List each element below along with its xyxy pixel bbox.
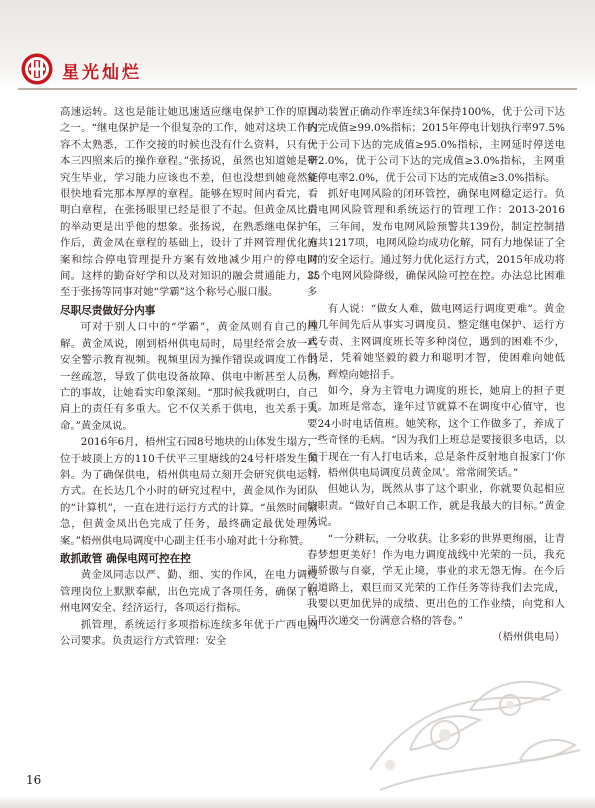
header-divider [18, 88, 577, 90]
right-column [307, 104, 565, 664]
body-paragraph: 有人说：“做女人难，做电网运行调度更难”。黄金凤几年间先后从事实习调度员、整定继电保护、运行方式专责、主网调度班长等多种岗位，遇到的困难不少，但是，凭着她坚毅的毅力和聪明才智，使困难向她低头，辉煌向她招手。 [307, 302, 565, 381]
body-paragraph: 2016年6月，梧州宝石园8号地块的山体发生塌方，位于坡顶上方的110千伏平三里塘线的24号杆塔发生倾斜。为了确保供电，梧州供电局立刻开会研究供电运行方式。在长达几个小时的研究过程中，黄金凤作为团队的“计算机”，一直在进行运行方式的计算。“虽然时间紧急，但黄金凤出色完成了任务，最终确定最优处理方案。”梧州供电局调度中心副主任韦小瑜对此十分称赞。 [60, 436, 318, 547]
section-heading: 尽职尽责做好分内事 [60, 304, 156, 317]
left-column [60, 104, 318, 764]
floral-ornament-icon [350, 650, 590, 800]
page-number: 16 [26, 773, 42, 787]
source-credit: （梧州供电局） [492, 631, 565, 643]
column-title: 星光灿烂 [62, 63, 142, 83]
body-paragraph: 黄金凤同志以严、勤、细、实的作风，在电力调度管理岗位上默默奉献，出色完成了各项任务，确保了梧州电网安全、经济运行，各项运行指标。 [60, 569, 318, 615]
body-paragraph: 但她认为，既然从事了这个职业，你就要负起相应的职责。“做好自己本职工作，就是我最大的目标。”黄金凤说。 [307, 483, 565, 529]
body-paragraph: 如今，身为主管电力调度的班长，她肩上的担子更重。加班是常态，逢年过节就算不在调度中心值守，也要24小时电话值班。她笑称，这个工作做多了，养成了一些奇怪的毛病。“因为我们上班总是要接很多电话，以至于现在一有人打电话来，总是条件反射地自报家门‘你好，梧州供电局调度员黄金凤’。常常闹笑话。” [307, 384, 565, 479]
body-paragraph: “一分耕耘，一分收获。让多彩的世界更绚丽，让青春梦想更美好！作为电力调度战线中光荣的一员，我充满骄傲与自豪，学无止境，事业的求无怨无悔。在今后的道路上，艰巨而又光荣的工作任务等待我们去完成，我要以更加优异的成绩、更出色的工作业绩，向党和人民再次递交一份满意合格的答卷。” [307, 532, 565, 627]
company-logo-icon [20, 52, 54, 86]
body-paragraph: 自动装置正确动作率连续3年保持100%，优于公司下达的完成值≥99.0%指标；2015年停电计划执行率97.5%优于公司下达的完成值≥95.0%指标，主网延时停送电率2.0%，优于公司下达的完成值≥3.0%指标，主网重复停电率2.0%，优于公司下达的完成值≥3.0%指标。 [307, 106, 565, 184]
body-paragraph: 抓管理，系统运行多项指标连续多年优于广西电网公司要求。负责运行方式管理：安全 [60, 618, 318, 647]
body-paragraph: 可对于别人口中的“学霸”，黄金凤则有自己的理解。黄金凤说，刚到梧州供电局时，局里经常会放一些安全警示教育视频。视频里因为操作错误或调度工作的一丝疏忽，导致了供电设备故障、供电中断甚至人员伤亡的事故，让她看实印象深刻。“那时候我就明白，自己肩上的责任有多重大。它不仅关系于供电，也关系于人命。”黄金凤说。 [60, 321, 318, 432]
section-heading: 敢抓敢管 确保电网可控在控 [60, 552, 191, 565]
body-paragraph: 高速运转。这也是能让她迅速适应继电保护工作的原因之一。“继电保护是一个很复杂的工作，她对这块工作内容不太熟悉，工作交接的时候也没有什么资料，只有一本三四照来后的操作章程。”张扬说，虽然也知道她是研究生毕业，学习能力应该也不差，但也没想到她竟然能很快地看完那本厚厚的章程。能够在短时间内看完，看明白章程，在张扬眼里已经是很了不起。但黄金凤比后的举动更是出乎他的想象。张扬说，在熟悉继电保护工作后，黄金凤在章程的基础上，设计了并网管理优化方案和综合停电管理提升方案有效地减少用户的停电时间。这样的勤奋好学和以及对知识的融会贯通能力，以至于张扬等同事对她“学霸”这个称号心服口服。 [60, 106, 318, 299]
footer-band [0, 795, 595, 808]
body-paragraph: 抓好电网风险的闭环管控，确保电网稳定运行。负责电网风险管理和系统运行的管理工作：2013-2016年，三年间，发布电网风险预警共139份，制定控制措施共1217项，电网风险均成功化解，同有力地保证了全网的安全运行。通过努力优化运行方式，2015年成功将35个电网风险降级，确保风险可控在控。办法总比困难多 [307, 188, 565, 299]
